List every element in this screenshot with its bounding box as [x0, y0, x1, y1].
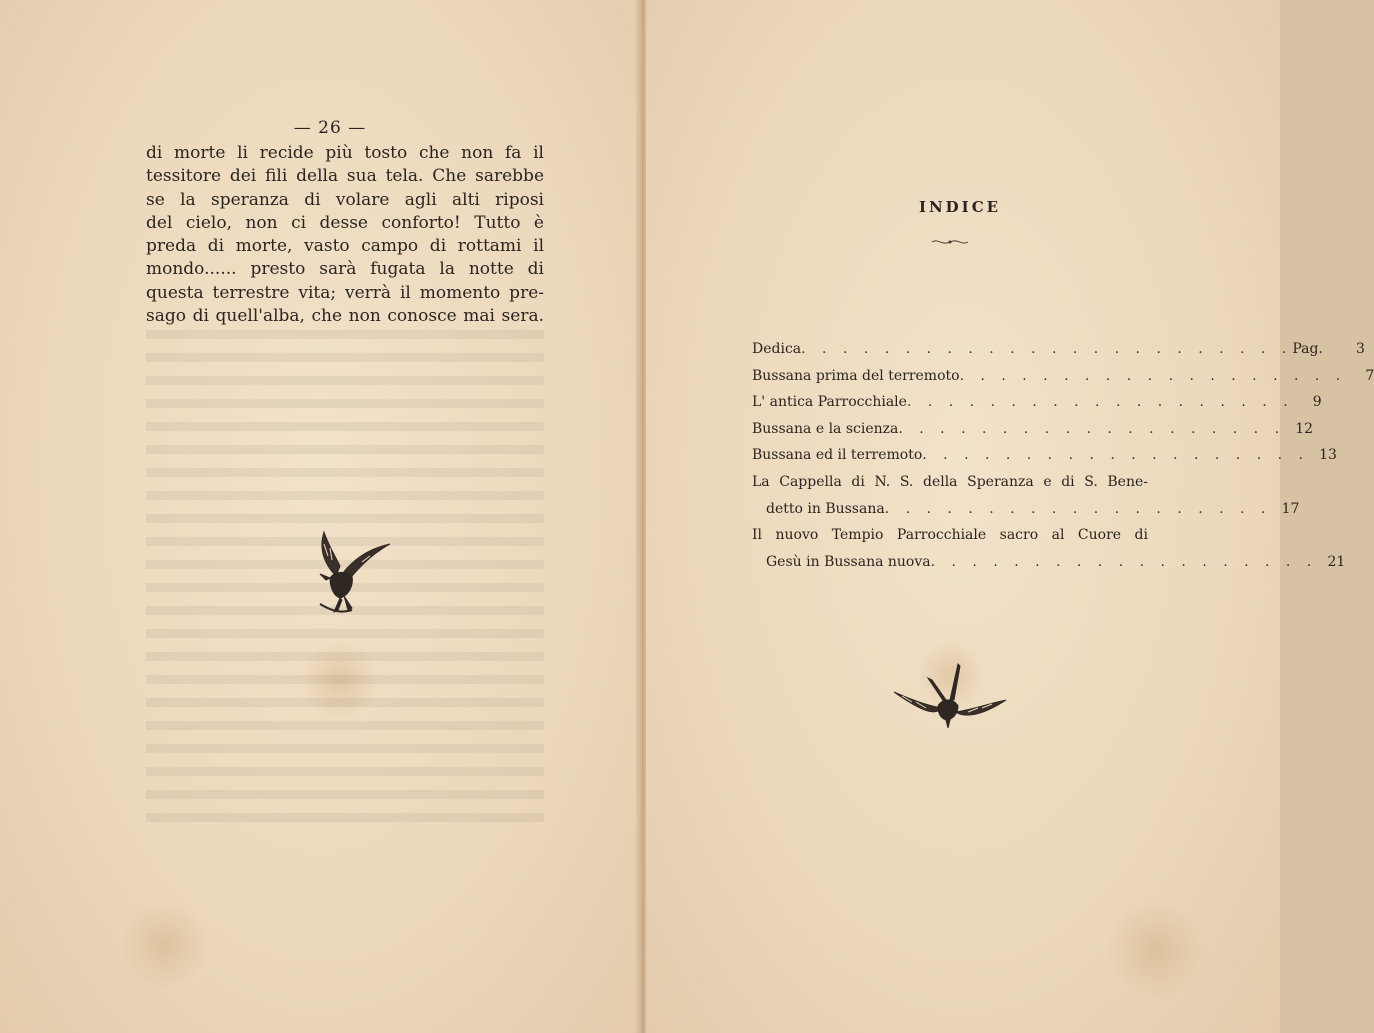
- text-line: di morte li recide più tosto che non fa il: [146, 143, 544, 163]
- text-line: se la speranza di volare agli alti riposi: [146, 189, 544, 210]
- toc-entry-title: Bussana prima del terremoto: [752, 367, 960, 384]
- leader-dots: . . . . . . . . . . . . . . . . . . .: [922, 447, 1309, 464]
- toc-pag-label: Pag.: [1292, 341, 1323, 357]
- paper-stain: [1106, 900, 1206, 1000]
- toc-entry-page: 13: [1319, 447, 1337, 464]
- text-line: mondo...... presto sarà fugata la notte di: [146, 259, 544, 280]
- leader-dots: . . . . . . . . . . . . . . . . . . .: [884, 500, 1272, 517]
- swallow-icon: [892, 660, 1008, 730]
- toc-entry: [752, 363, 1374, 390]
- leader-dots: . . . . . . . . . . . . . . . . . . .: [898, 420, 1286, 437]
- paper-stain: [120, 900, 210, 990]
- leader-dots: . . . . . . . . . . . . . . . . . . .: [930, 553, 1318, 570]
- toc-entry-page: 21: [1327, 553, 1346, 570]
- flourish-ornament-icon: [930, 236, 970, 248]
- toc-entry: [752, 442, 1337, 469]
- toc-entry-title: Dedica: [752, 341, 802, 357]
- toc-entry-page: 3: [1355, 341, 1365, 357]
- leader-dots: . . . . . . . . . . . . . . . . . . .: [906, 394, 1294, 411]
- toc-entry-page: 17: [1281, 500, 1300, 517]
- text-line: del cielo, non ci desse conforto! Tutto è: [146, 212, 544, 233]
- page-number: — 26 —: [293, 118, 367, 138]
- leader-dots: . . . . . . . . . . . . . . . . . . . . . . . .: [801, 341, 1293, 357]
- table-of-contents: [752, 336, 1374, 575]
- toc-entry-line: La Cappella di N. S. della Speranza e di S. Bene-: [752, 473, 1148, 490]
- toc-entry: [752, 389, 1322, 416]
- eagle-icon: [296, 526, 392, 622]
- toc-entry-page: 12: [1295, 420, 1314, 437]
- text-line: preda di morte, vasto campo di rottami il: [146, 236, 544, 257]
- body-text: [146, 142, 544, 328]
- toc-entry-title: Bussana e la scienza: [752, 420, 899, 437]
- toc-entry-title: L' antica Parrocchiale: [752, 394, 907, 411]
- toc-entry-title: Bussana ed il terremoto: [752, 447, 923, 464]
- toc-entry-title: detto in Bussana: [766, 500, 885, 517]
- index-title: INDICE: [918, 198, 1002, 216]
- text-line: tessitore dei fili della sua tela. Che sarebbe: [146, 166, 544, 187]
- toc-entry-page: 7: [1365, 367, 1374, 384]
- toc-entry-line: Il nuovo Tempio Parrocchiale sacro al Cuore di: [752, 527, 1148, 544]
- text-line: questa terrestre vita; verrà il momento pre-: [146, 282, 544, 303]
- leader-dots: . . . . . . . . . . . . . . . . . . .: [959, 367, 1347, 384]
- toc-entry: [752, 496, 1300, 523]
- left-page: [0, 0, 640, 1033]
- toc-entry: [752, 549, 1346, 576]
- toc-entry-title: Gesù in Bussana nuova: [766, 553, 931, 570]
- toc-entry: [752, 416, 1314, 443]
- text-line: sago di quell'alba, che non conosce mai sera.: [146, 306, 544, 327]
- toc-entry-page: 9: [1312, 394, 1322, 411]
- toc-entry: [752, 336, 1365, 363]
